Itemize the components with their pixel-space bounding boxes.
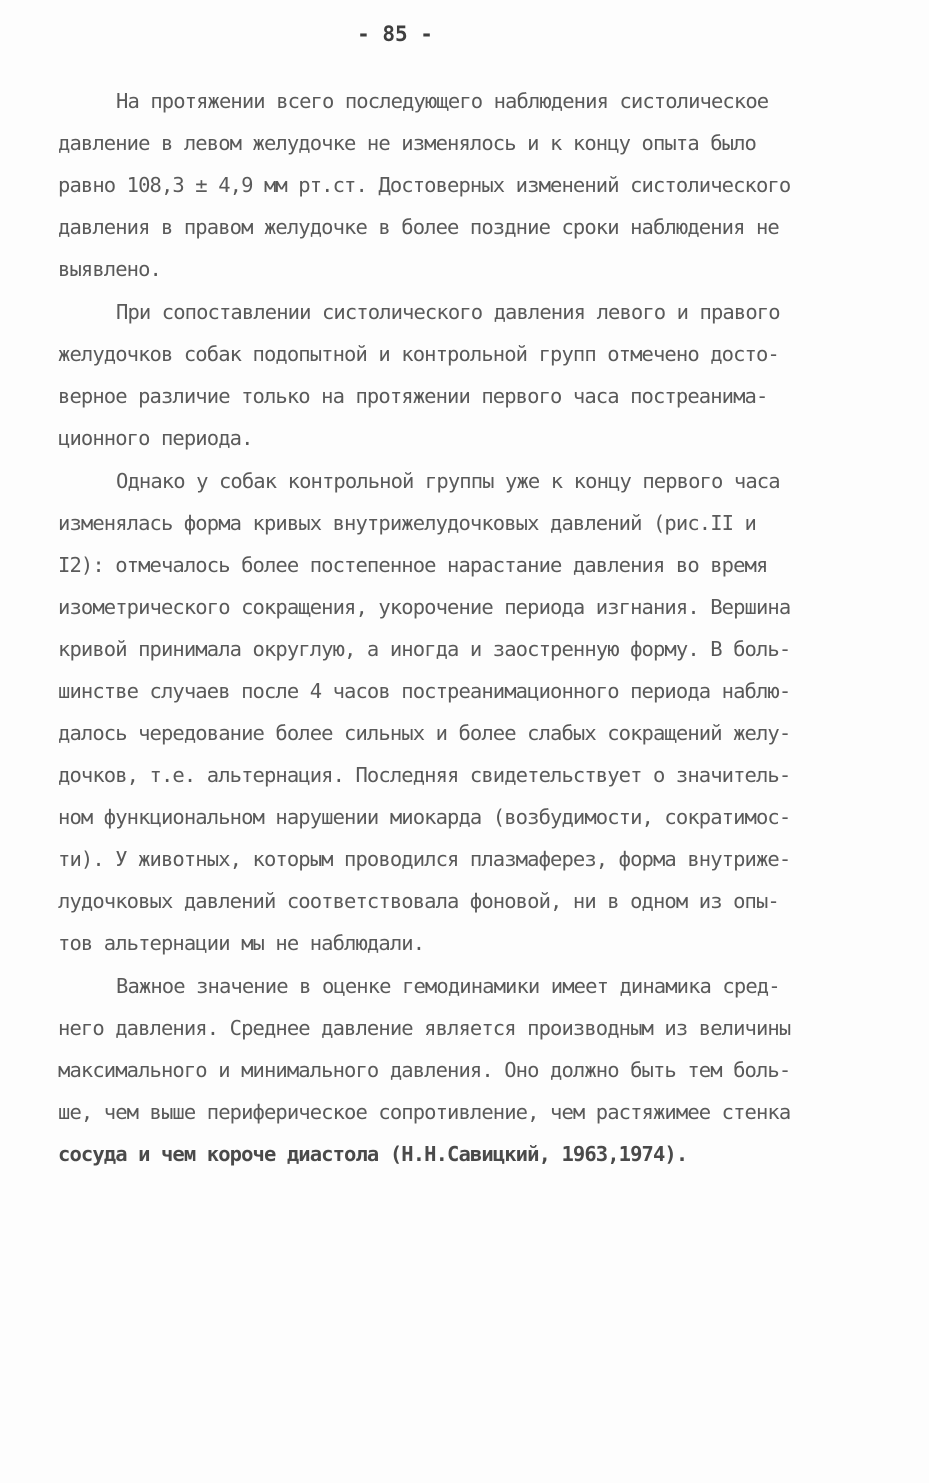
- paragraph-2-line-3: верное различие только на протяжении первого часа постреанима-: [58, 384, 768, 408]
- paragraph-4-line-1: Важное значение в оценке гемодинамики имеет динамика сред-: [116, 974, 780, 998]
- paragraph-3-line-5: кривой принимала округлую, а иногда и заостренную форму. В боль-: [58, 637, 791, 661]
- paragraph-1-line-4: давления в правом желудочке в более поздние сроки наблюдения не: [58, 215, 779, 239]
- paragraph-2-line-1: При сопоставлении систолического давления левого и правого: [116, 300, 780, 324]
- paragraph-3-line-11: лудочковых давлений соответствовала фоновой, ни в одном из опы-: [58, 889, 779, 913]
- paragraph-3-line-7: далось чередование более сильных и более слабых сокращений желу-: [58, 721, 791, 745]
- paragraph-3-line-2: изменялась форма кривых внутрижелудочковых давлений (рис.II и: [58, 511, 756, 535]
- paragraph-3-line-12: тов альтернации мы не наблюдали.: [58, 931, 425, 955]
- paragraph-3-line-4: изометрического сокращения, укорочение периода изгнания. Вершина: [58, 595, 791, 619]
- paragraph-3-line-10: ти). У животных, которым проводился плазмаферез, форма внутриже-: [58, 847, 791, 871]
- paragraph-4-line-2: него давления. Среднее давление является производным из величины: [58, 1016, 791, 1040]
- paragraph-3-line-9: ном функциональном нарушении миокарда (возбудимости, сократимос-: [58, 805, 791, 829]
- paragraph-2-line-2: желудочков собак подопытной и контрольной групп отмечено досто-: [58, 342, 779, 366]
- paragraph-3-line-1: Однако у собак контрольной группы уже к концу первого часа: [116, 469, 780, 493]
- paragraph-4-line-4: ше, чем выше периферическое сопротивление, чем растяжимее стенка: [58, 1100, 791, 1124]
- paragraph-1-line-5: выявлено.: [58, 257, 161, 281]
- paragraph-4-line-5: сосуда и чем короче диастола (Н.Н.Савицкий, 1963,1974).: [58, 1142, 688, 1166]
- paragraph-1-line-2: давление в левом желудочке не изменялось и к концу опыта было: [58, 131, 756, 155]
- page-number: - 85 -: [357, 22, 433, 46]
- paragraph-1-line-3: равно 108,3 ± 4,9 мм рт.ст. Достоверных изменений систолического: [58, 173, 791, 197]
- paragraph-3-line-3: I2): отмечалось более постепенное нарастание давления во время: [58, 553, 768, 577]
- paragraph-1-line-1: На протяжении всего последующего наблюдения систолическое: [116, 89, 769, 113]
- paragraph-2-line-4: ционного периода.: [58, 426, 253, 450]
- paragraph-3-line-8: дочков, т.е. альтернация. Последняя свидетельствует о значитель-: [58, 763, 791, 787]
- paragraph-4-line-3: максимального и минимального давления. Оно должно быть тем боль-: [58, 1058, 791, 1082]
- paragraph-3-line-6: шинстве случаев после 4 часов постреанимационного периода наблю-: [58, 679, 791, 703]
